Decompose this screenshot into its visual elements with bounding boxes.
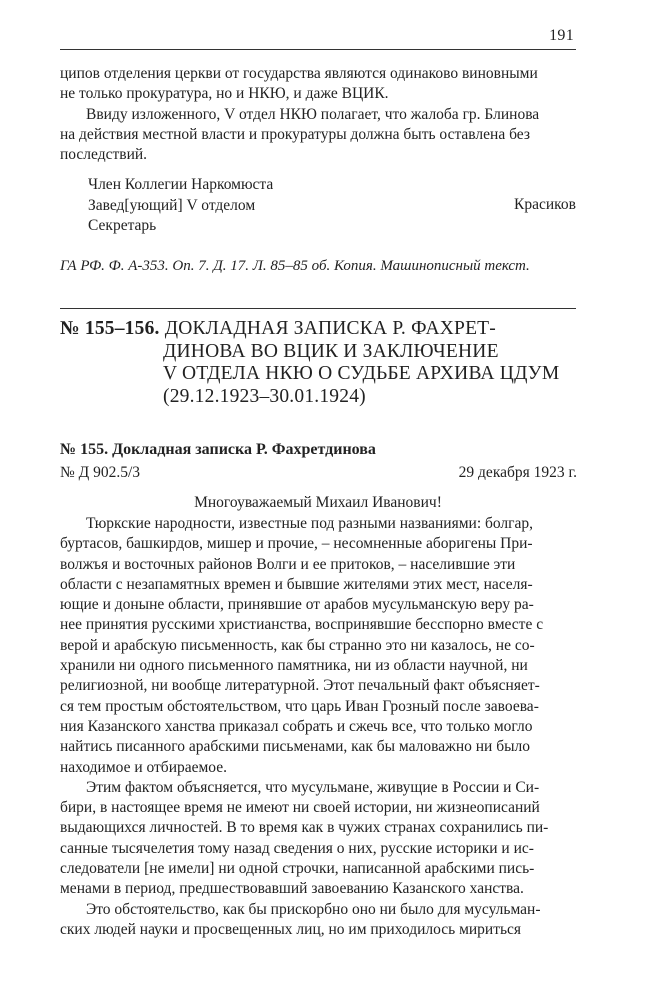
- text-line: нее принятия русскими христианства, воспринявшие бесспорно вместе с: [60, 616, 544, 634]
- text-line: волжъя и восточных районов Волги и ее притоков, – населившие эти: [60, 555, 516, 573]
- signature-line: Секретарь: [88, 217, 157, 234]
- heading-line: ДИНОВА ВО ВЦИК И ЗАКЛЮЧЕНИЕ: [163, 340, 499, 362]
- registration-number: № Д 902.5/3: [60, 464, 141, 481]
- archive-note: ГА РФ. Ф. А-353. Оп. 7. Д. 17. Л. 85–85 об. Копия. Машинописный текст.: [60, 258, 530, 274]
- continuation-paragraph: [60, 64, 576, 105]
- text-line: найтись писанного арабскими письменами, как бы маловажно ни было: [60, 738, 531, 756]
- salutation: Многоуважаемый Михаил Иванович!: [194, 494, 442, 511]
- text-line: ципов отделения церкви от государства являются одинаково виновными: [60, 65, 538, 82]
- text-line: на действия местной власти и прокуратуры должна быть оставлена без: [60, 125, 530, 143]
- text-line: бири, в настоящее время не имеют ни своей истории, ни жизнеописаний: [60, 799, 540, 817]
- text-line: менами в период, предшествовавший завоеванию Казанского ханства.: [60, 880, 524, 898]
- text-line: религиозной, ни вообще литературной. Этот печальный факт объясняет-: [60, 677, 540, 695]
- heading-title-part: ДОКЛАДНАЯ ЗАПИСКА Р. ФАХРЕТ-: [164, 318, 496, 339]
- signature-block: [88, 175, 273, 237]
- heading-line: (29.12.1923–30.01.1924): [163, 385, 366, 407]
- text-line: последствий.: [60, 146, 148, 164]
- document-title: № 155. Докладная записка Р. Фахретдинова: [60, 441, 376, 458]
- text-line: буртасов, башкирдов, мишер и прочие, – несомненные аборигены При-: [60, 535, 533, 553]
- text-line: следователи [не имели] ни одной строчки, написанной арабскими пись-: [60, 860, 535, 878]
- page-number: 191: [549, 27, 574, 44]
- text-line: Ввиду изложенного, V отдел НКЮ полагает, что жалоба гр. Блинова: [86, 105, 540, 123]
- signature-line: Завед[ующий] V отделом: [88, 196, 256, 214]
- heading-line: V ОТДЕЛА НКЮ О СУДЬБЕ АРХИВА ЦДУМ: [163, 363, 560, 384]
- heading-number: № 155–156.: [60, 318, 160, 339]
- signatory-name: Красиков: [514, 196, 576, 213]
- text-line: находимое и отбираемое.: [60, 758, 228, 776]
- document-date: 29 декабря 1923 г.: [458, 464, 577, 481]
- text-line: области с незапамятных времен и бывшие жителями этих мест, населя-: [60, 575, 533, 593]
- text-line: ния Казанского ханства приказал собрать и сжечь все, что только могло: [60, 717, 533, 735]
- body-paragraph: [60, 514, 576, 778]
- text-line: санные тысячелетия тому назад сведения о них, русские историки и ис-: [60, 839, 534, 857]
- body-text: [60, 514, 576, 940]
- text-line: верой и арабскую письменность, как бы странно это ни казалось, не со-: [60, 636, 535, 654]
- signature-line: Член Коллегии Наркомюста: [88, 176, 274, 193]
- text-line: не только прокуратура, но и НКЮ, и даже ВЦИК.: [60, 85, 389, 103]
- conclusion-paragraph: [60, 105, 576, 166]
- text-line: Этим фактом объясняется, что мусульмане, живущие в России и Си-: [86, 778, 540, 796]
- text-line: ся тем простым обстоятельством, что царь Иван Грозный после завоева-: [60, 697, 539, 715]
- body-paragraph: [60, 900, 576, 941]
- continuation-text: [60, 64, 576, 165]
- text-line: Это обстоятельство, как бы прискорбно оно ни было для мусульман-: [86, 900, 541, 918]
- text-line: ющие и доныне области, принявшие от арабов мусульманскую веру ра-: [60, 596, 534, 614]
- section-heading: [60, 318, 576, 408]
- section-rule: [60, 308, 576, 309]
- text-line: Тюркские народности, известные под разными названиями: болгар,: [86, 515, 534, 532]
- text-line: ских людей науки и просвещенных лиц, но им приходилось мириться: [60, 920, 522, 938]
- heading-line: [60, 318, 576, 341]
- text-line: выдающихся личностей. В то время как в чужих странах сохранились пи-: [60, 819, 549, 837]
- text-line: хранили ни одного письменного памятника, ни из области научной, ни: [60, 657, 528, 675]
- body-paragraph: [60, 778, 576, 900]
- header-rule: [60, 49, 576, 50]
